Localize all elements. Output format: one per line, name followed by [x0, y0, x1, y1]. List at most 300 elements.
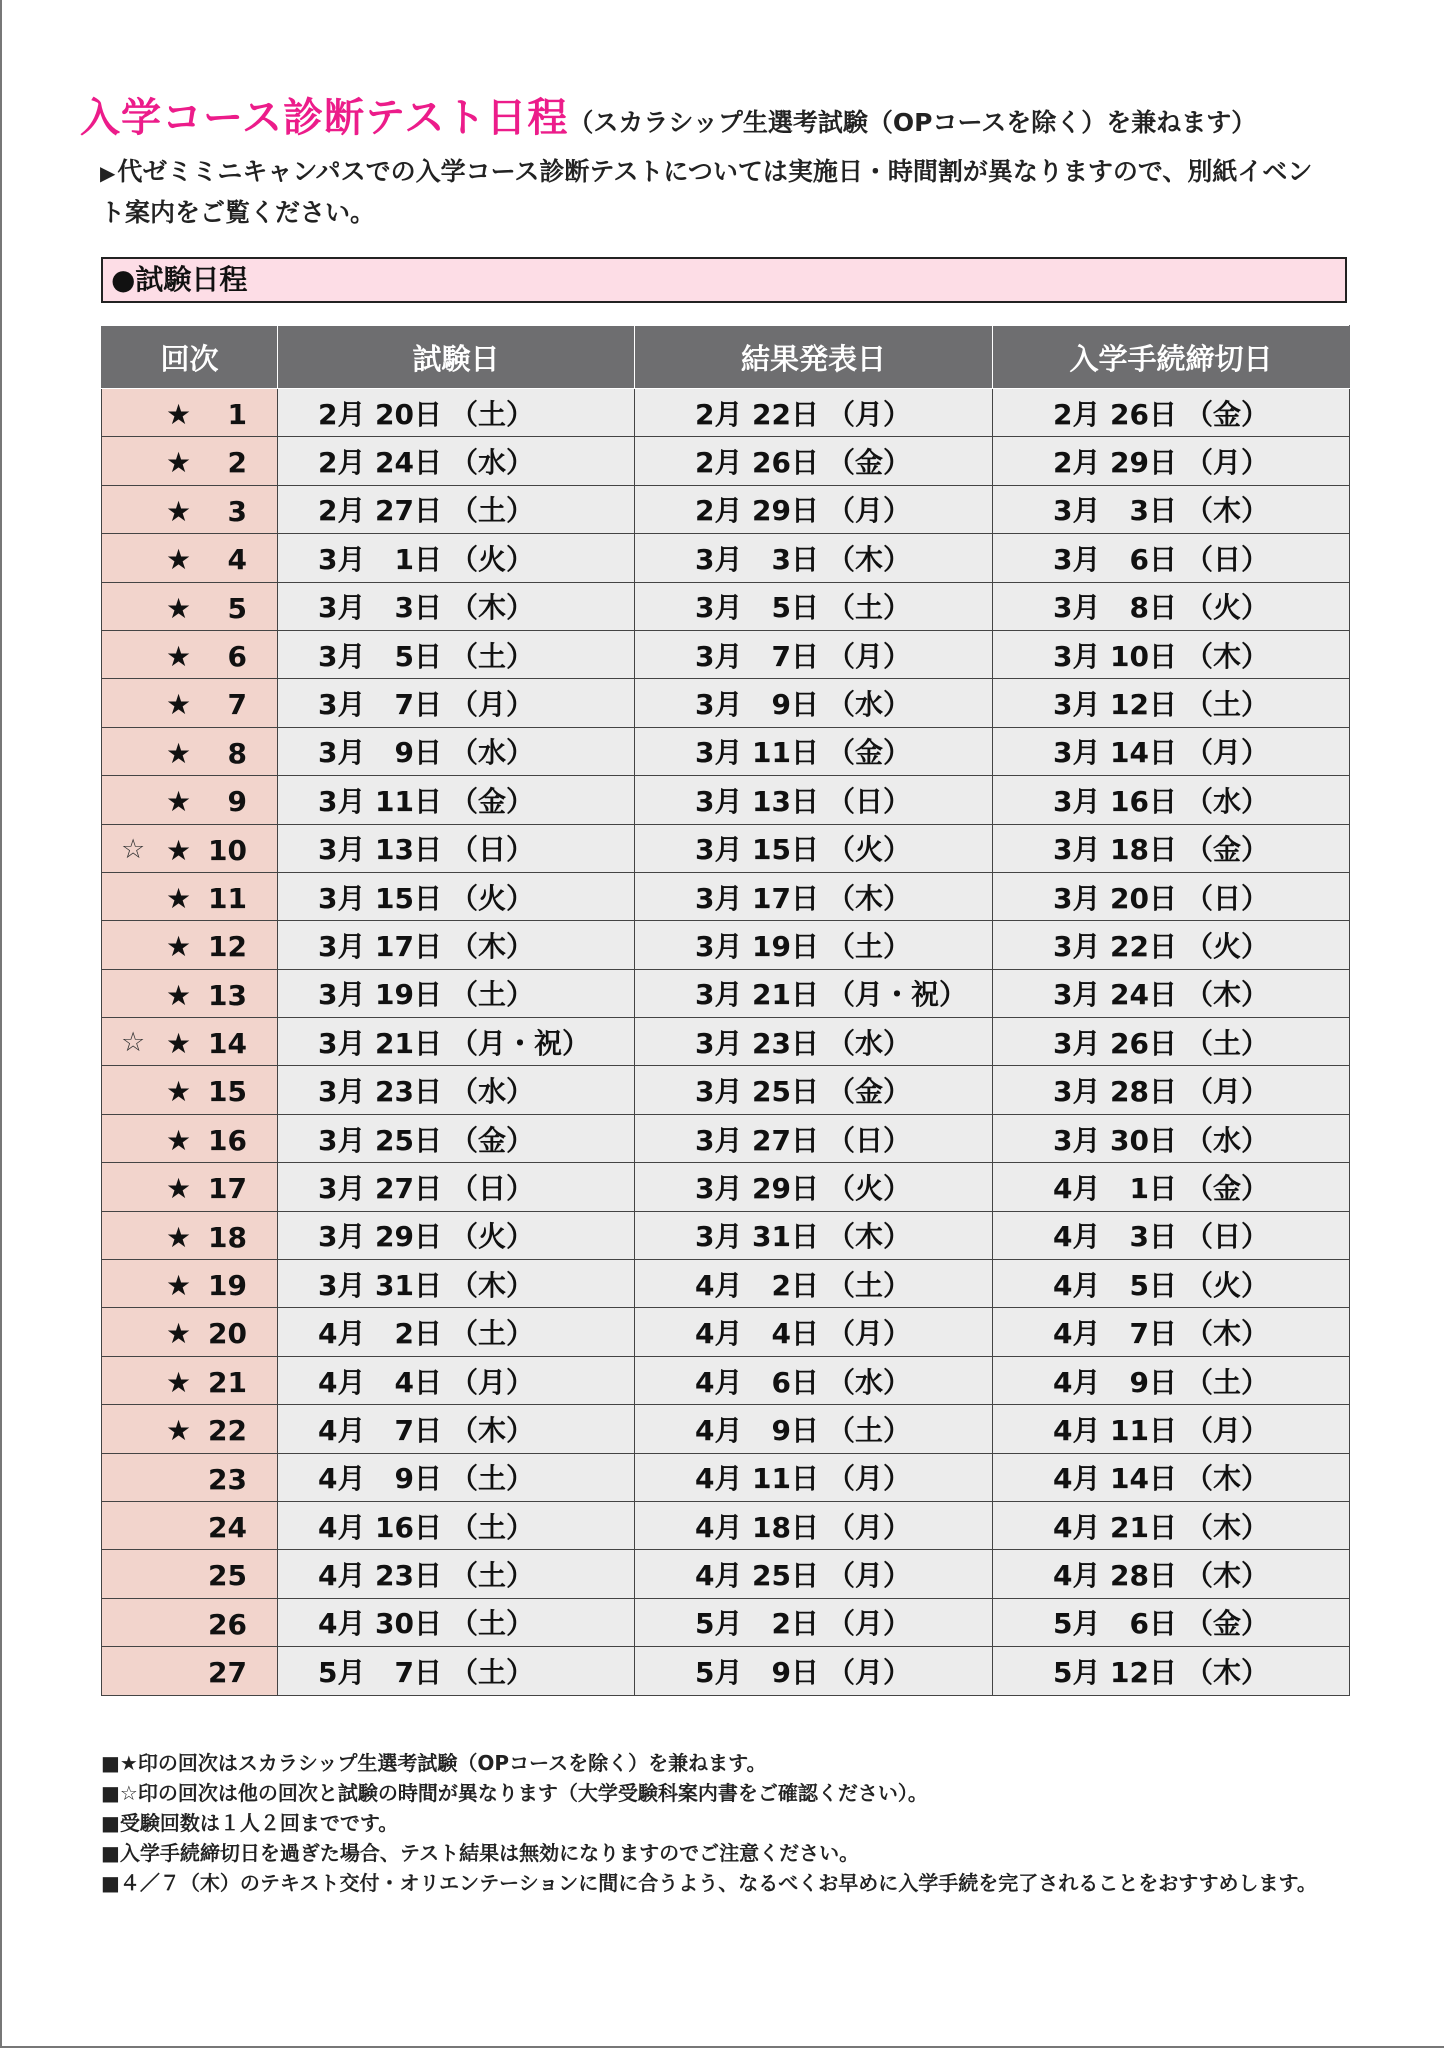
day: 6日 — [771, 1365, 819, 1399]
day: 27日 — [375, 494, 442, 528]
weekday: （月） — [827, 1607, 912, 1641]
exam-date-cell — [278, 1114, 635, 1162]
round-cell — [102, 582, 278, 630]
day: 18日 — [752, 1510, 819, 1544]
deadline-cell — [993, 1356, 1350, 1404]
month: 3月 — [1053, 929, 1101, 963]
round-number: 12 — [208, 930, 247, 964]
month: 3月 — [318, 1220, 366, 1254]
deadline-cell — [993, 872, 1350, 920]
schedule-table — [101, 325, 1350, 1696]
day: 4日 — [394, 1365, 442, 1399]
day: 3日 — [771, 542, 819, 576]
weekday: （水） — [827, 1026, 912, 1060]
month: 3月 — [1053, 784, 1101, 818]
white-star-icon: ☆ — [121, 1027, 146, 1059]
weekday: （土） — [450, 1317, 535, 1351]
month: 3月 — [695, 833, 743, 867]
weekday: （木） — [827, 542, 912, 576]
month: 3月 — [318, 978, 366, 1012]
weekday: （月） — [1185, 1075, 1270, 1109]
month: 3月 — [695, 1026, 743, 1060]
day: 23日 — [375, 1559, 442, 1593]
day: 28日 — [1110, 1075, 1177, 1109]
round-cell — [102, 1260, 278, 1308]
result-date-cell — [635, 437, 993, 485]
day: 3日 — [1129, 1220, 1177, 1254]
month: 4月 — [695, 1510, 743, 1544]
weekday: （木） — [1185, 494, 1270, 528]
round-number: 4 — [227, 543, 247, 577]
exam-date-cell — [278, 872, 635, 920]
day: 12日 — [1110, 688, 1177, 722]
day: 29日 — [1110, 446, 1177, 480]
exam-date-cell — [278, 1163, 635, 1211]
month: 3月 — [695, 639, 743, 673]
day: 30日 — [375, 1607, 442, 1641]
day: 27日 — [375, 1171, 442, 1205]
month: 4月 — [318, 1365, 366, 1399]
exam-date-cell — [278, 824, 635, 872]
exam-date-cell — [278, 1501, 635, 1549]
weekday: （木） — [450, 1413, 535, 1447]
weekday: （水） — [1185, 784, 1270, 818]
day: 9日 — [394, 1462, 442, 1496]
day: 16日 — [375, 1510, 442, 1544]
result-date-cell — [635, 824, 993, 872]
star-icon: ★ — [166, 978, 192, 1012]
weekday: （木） — [1185, 639, 1270, 673]
table-row — [102, 872, 1350, 920]
star-icon: ★ — [166, 446, 192, 480]
day: 13日 — [752, 784, 819, 818]
star-icon: ★ — [166, 930, 192, 964]
day: 11日 — [375, 784, 442, 818]
day: 29日 — [752, 494, 819, 528]
deadline-cell — [993, 727, 1350, 775]
weekday: （月） — [827, 494, 912, 528]
star-icon: ★ — [166, 1027, 192, 1061]
weekday: （月） — [450, 1365, 535, 1399]
exam-date-cell — [278, 485, 635, 533]
month: 4月 — [1053, 1317, 1101, 1351]
month: 3月 — [695, 784, 743, 818]
round-number: 16 — [208, 1123, 247, 1157]
day: 22日 — [1110, 929, 1177, 963]
notes — [101, 1748, 1351, 1898]
exam-date-cell — [278, 1260, 635, 1308]
round-cell — [102, 679, 278, 727]
month: 4月 — [318, 1462, 366, 1496]
result-date-cell — [635, 1405, 993, 1453]
exam-date-cell — [278, 1405, 635, 1453]
weekday: （月） — [827, 397, 912, 431]
day: 1日 — [1129, 1171, 1177, 1205]
round-cell — [102, 1211, 278, 1259]
day: 25日 — [375, 1123, 442, 1157]
weekday: （木） — [827, 881, 912, 915]
deadline-cell — [993, 1211, 1350, 1259]
day: 11日 — [1110, 1413, 1177, 1447]
round-cell — [102, 1501, 278, 1549]
weekday: （日） — [1185, 542, 1270, 576]
weekday: （木） — [1185, 1510, 1270, 1544]
month: 2月 — [318, 446, 366, 480]
month: 4月 — [318, 1510, 366, 1544]
day: 1日 — [394, 542, 442, 576]
deadline-cell — [993, 389, 1350, 437]
month: 2月 — [695, 494, 743, 528]
deadline-cell — [993, 921, 1350, 969]
day: 23日 — [375, 1075, 442, 1109]
weekday: （土） — [450, 1559, 535, 1593]
star-icon: ★ — [166, 494, 192, 528]
weekday: （水） — [450, 1075, 535, 1109]
month: 3月 — [1053, 542, 1101, 576]
deadline-cell — [993, 1598, 1350, 1646]
day: 21日 — [1110, 1510, 1177, 1544]
weekday: （月） — [827, 639, 912, 673]
round-cell — [102, 389, 278, 437]
header-round: 回次 — [102, 326, 278, 389]
month: 4月 — [1053, 1559, 1101, 1593]
star-icon: ★ — [166, 785, 192, 819]
month: 5月 — [695, 1655, 743, 1689]
result-date-cell — [635, 776, 993, 824]
round-cell — [102, 776, 278, 824]
month: 4月 — [695, 1268, 743, 1302]
table-row — [102, 1453, 1350, 1501]
day: 29日 — [752, 1171, 819, 1205]
round-number: 6 — [227, 639, 247, 673]
weekday: （土） — [827, 929, 912, 963]
month: 4月 — [695, 1413, 743, 1447]
month: 2月 — [318, 494, 366, 528]
result-date-cell — [635, 679, 993, 727]
table-row — [102, 921, 1350, 969]
weekday: （土） — [450, 494, 535, 528]
month: 3月 — [695, 591, 743, 625]
note-item: ■入学手続締切日を過ぎた場合、テスト結果は無効になりますのでご注意ください。 — [101, 1841, 860, 1865]
day: 20日 — [1110, 881, 1177, 915]
month: 3月 — [318, 784, 366, 818]
header-result-date: 結果発表日 — [635, 326, 993, 389]
month: 3月 — [695, 736, 743, 770]
star-icon: ★ — [166, 833, 192, 867]
month: 4月 — [1053, 1510, 1101, 1544]
table-row — [102, 1114, 1350, 1162]
round-number: 10 — [208, 833, 247, 867]
month: 2月 — [695, 397, 743, 431]
weekday: （日） — [827, 784, 912, 818]
round-number: 5 — [227, 591, 247, 625]
deadline-cell — [993, 1260, 1350, 1308]
round-number: 21 — [208, 1365, 247, 1399]
exam-date-cell — [278, 534, 635, 582]
result-date-cell — [635, 1598, 993, 1646]
month: 3月 — [695, 1123, 743, 1157]
deadline-cell — [993, 969, 1350, 1017]
month: 4月 — [695, 1365, 743, 1399]
weekday: （水） — [450, 446, 535, 480]
day: 2日 — [771, 1268, 819, 1302]
weekday: （日） — [1185, 881, 1270, 915]
table-row — [102, 1260, 1350, 1308]
round-cell — [102, 1647, 278, 1695]
page-title: 入学コース診断テスト日程 — [80, 95, 569, 141]
exam-date-cell — [278, 921, 635, 969]
round-number: 15 — [208, 1075, 247, 1109]
weekday: （火） — [827, 833, 912, 867]
month: 3月 — [1053, 833, 1101, 867]
weekday: （土） — [1185, 1026, 1270, 1060]
weekday: （金） — [827, 446, 912, 480]
star-icon: ★ — [166, 1172, 192, 1206]
weekday: （木） — [1185, 1317, 1270, 1351]
month: 4月 — [1053, 1220, 1101, 1254]
deadline-cell — [993, 1163, 1350, 1211]
day: 26日 — [752, 446, 819, 480]
day: 5日 — [394, 639, 442, 673]
day: 6日 — [1129, 1607, 1177, 1641]
round-number: 9 — [227, 785, 247, 819]
note-item: ■４／７（木）のテキスト交付・オリエンテーションに間に合うよう、なるべくお早めに入学手続を完了されることをおすすめします。 — [101, 1871, 1317, 1895]
star-icon: ★ — [166, 639, 192, 673]
weekday: （金） — [1185, 1607, 1270, 1641]
page-subtitle: （スカラシップ生選考試験（OPコースを除く）を兼ねます） — [568, 108, 1257, 137]
weekday: （月） — [450, 688, 535, 722]
month: 4月 — [318, 1607, 366, 1641]
exam-date-cell — [278, 1550, 635, 1598]
weekday: （金） — [450, 784, 535, 818]
day: 27日 — [752, 1123, 819, 1157]
round-number: 7 — [227, 688, 247, 722]
day: 20日 — [375, 397, 442, 431]
round-cell — [102, 437, 278, 485]
weekday: （木） — [1185, 978, 1270, 1012]
exam-date-cell — [278, 1018, 635, 1066]
day: 3日 — [1129, 494, 1177, 528]
deadline-cell — [993, 485, 1350, 533]
round-cell — [102, 1308, 278, 1356]
month: 4月 — [1053, 1413, 1101, 1447]
month: 2月 — [695, 446, 743, 480]
month: 5月 — [695, 1607, 743, 1641]
day: 7日 — [394, 688, 442, 722]
day: 7日 — [394, 1655, 442, 1689]
deadline-cell — [993, 1405, 1350, 1453]
month: 3月 — [695, 542, 743, 576]
result-date-cell — [635, 534, 993, 582]
day: 15日 — [752, 833, 819, 867]
month: 3月 — [695, 978, 743, 1012]
weekday: （金） — [450, 1123, 535, 1157]
result-date-cell — [635, 389, 993, 437]
month: 3月 — [695, 1171, 743, 1205]
weekday: （金） — [1185, 1171, 1270, 1205]
exam-date-cell — [278, 1308, 635, 1356]
table-row — [102, 776, 1350, 824]
month: 3月 — [318, 542, 366, 576]
table-row — [102, 1501, 1350, 1549]
month: 3月 — [1053, 736, 1101, 770]
weekday: （月） — [827, 1317, 912, 1351]
star-icon: ★ — [166, 591, 192, 625]
round-number: 23 — [208, 1462, 247, 1496]
weekday: （土） — [827, 1413, 912, 1447]
result-date-cell — [635, 630, 993, 678]
weekday: （水） — [1185, 1123, 1270, 1157]
exam-date-cell — [278, 969, 635, 1017]
table-row — [102, 582, 1350, 630]
result-date-cell — [635, 582, 993, 630]
weekday: （月） — [1185, 1413, 1270, 1447]
round-cell — [102, 921, 278, 969]
weekday: （月） — [827, 1559, 912, 1593]
header-deadline: 入学手続締切日 — [993, 326, 1350, 389]
deadline-cell — [993, 824, 1350, 872]
day: 9日 — [771, 1413, 819, 1447]
month: 3月 — [318, 1171, 366, 1205]
weekday: （木） — [1185, 1559, 1270, 1593]
table-row — [102, 1211, 1350, 1259]
result-date-cell — [635, 1163, 993, 1211]
day: 22日 — [752, 397, 819, 431]
month: 4月 — [318, 1317, 366, 1351]
weekday: （木） — [1185, 1462, 1270, 1496]
round-cell — [102, 1018, 278, 1066]
day: 19日 — [752, 929, 819, 963]
day: 17日 — [752, 881, 819, 915]
weekday: （月・祝） — [450, 1026, 591, 1060]
round-cell — [102, 1598, 278, 1646]
result-date-cell — [635, 1114, 993, 1162]
weekday: （水） — [450, 736, 535, 770]
month: 3月 — [318, 881, 366, 915]
month: 3月 — [1053, 494, 1101, 528]
weekday: （日） — [1185, 1220, 1270, 1254]
weekday: （火） — [1185, 591, 1270, 625]
round-cell — [102, 1066, 278, 1114]
weekday: （月） — [827, 1462, 912, 1496]
table-row — [102, 630, 1350, 678]
day: 25日 — [752, 1559, 819, 1593]
round-cell — [102, 1114, 278, 1162]
day: 31日 — [752, 1220, 819, 1254]
deadline-cell — [993, 582, 1350, 630]
exam-date-cell — [278, 776, 635, 824]
table-row — [102, 1356, 1350, 1404]
round-number: 20 — [208, 1317, 247, 1351]
star-icon: ★ — [166, 1317, 192, 1351]
deadline-cell — [993, 1066, 1350, 1114]
month: 3月 — [318, 591, 366, 625]
month: 3月 — [318, 1123, 366, 1157]
table-row — [102, 1066, 1350, 1114]
table-row — [102, 1405, 1350, 1453]
deadline-cell — [993, 1114, 1350, 1162]
table-row — [102, 437, 1350, 485]
exam-date-cell — [278, 389, 635, 437]
result-date-cell — [635, 921, 993, 969]
note-item: ■★印の回次はスカラシップ生選考試験（OPコースを除く）を兼ねます。 — [101, 1751, 767, 1775]
table-row — [102, 1647, 1350, 1695]
exam-date-cell — [278, 582, 635, 630]
day: 4日 — [771, 1317, 819, 1351]
round-number: 1 — [227, 398, 247, 431]
day: 24日 — [1110, 978, 1177, 1012]
weekday: （土） — [827, 591, 912, 625]
deadline-cell — [993, 1018, 1350, 1066]
weekday: （火） — [1185, 1268, 1270, 1302]
result-date-cell — [635, 1453, 993, 1501]
schedule-body — [102, 389, 1350, 1696]
day: 26日 — [1110, 397, 1177, 431]
month: 4月 — [695, 1559, 743, 1593]
table-row — [102, 824, 1350, 872]
table-row — [102, 1018, 1350, 1066]
weekday: （土） — [450, 397, 535, 431]
star-icon: ★ — [166, 1123, 192, 1157]
result-date-cell — [635, 872, 993, 920]
table-row — [102, 727, 1350, 775]
weekday: （金） — [827, 1075, 912, 1109]
month: 4月 — [1053, 1462, 1101, 1496]
day: 31日 — [375, 1268, 442, 1302]
weekday: （水） — [827, 688, 912, 722]
exam-date-cell — [278, 1647, 635, 1695]
month: 3月 — [1053, 639, 1101, 673]
month: 3月 — [1053, 1123, 1101, 1157]
weekday: （月） — [1185, 446, 1270, 480]
month: 5月 — [318, 1655, 366, 1689]
day: 25日 — [752, 1075, 819, 1109]
round-cell — [102, 485, 278, 533]
result-date-cell — [635, 1550, 993, 1598]
round-number: 24 — [208, 1510, 247, 1544]
note-item: ■☆印の回次は他の回次と試験の時間が異なります（大学受験科案内書をご確認ください）。 — [101, 1781, 928, 1805]
weekday: （土） — [450, 639, 535, 673]
day: 21日 — [375, 1026, 442, 1060]
round-cell — [102, 727, 278, 775]
day: 11日 — [752, 736, 819, 770]
table-row — [102, 1163, 1350, 1211]
round-number: 8 — [227, 736, 247, 770]
month: 3月 — [318, 736, 366, 770]
round-number: 25 — [208, 1559, 247, 1593]
month: 3月 — [1053, 881, 1101, 915]
exam-date-cell — [278, 1066, 635, 1114]
intro-body: 代ゼミミニキャンパスでの入学コース診断テストについては実施日・時間割が異なりますので、別紙イベント案内をご覧ください。 — [100, 157, 1313, 227]
weekday: （日） — [450, 833, 535, 867]
day: 3日 — [394, 591, 442, 625]
day: 7日 — [1129, 1317, 1177, 1351]
weekday: （木） — [450, 929, 535, 963]
month: 2月 — [1053, 397, 1101, 431]
day: 9日 — [771, 688, 819, 722]
day: 14日 — [1110, 736, 1177, 770]
round-cell — [102, 872, 278, 920]
weekday: （火） — [827, 1171, 912, 1205]
day: 5日 — [771, 591, 819, 625]
month: 3月 — [1053, 1026, 1101, 1060]
arrow-icon: ▶ — [100, 161, 116, 185]
exam-date-cell — [278, 1453, 635, 1501]
round-number: 3 — [227, 494, 247, 528]
day: 26日 — [1110, 1026, 1177, 1060]
table-row — [102, 679, 1350, 727]
month: 3月 — [318, 1268, 366, 1302]
